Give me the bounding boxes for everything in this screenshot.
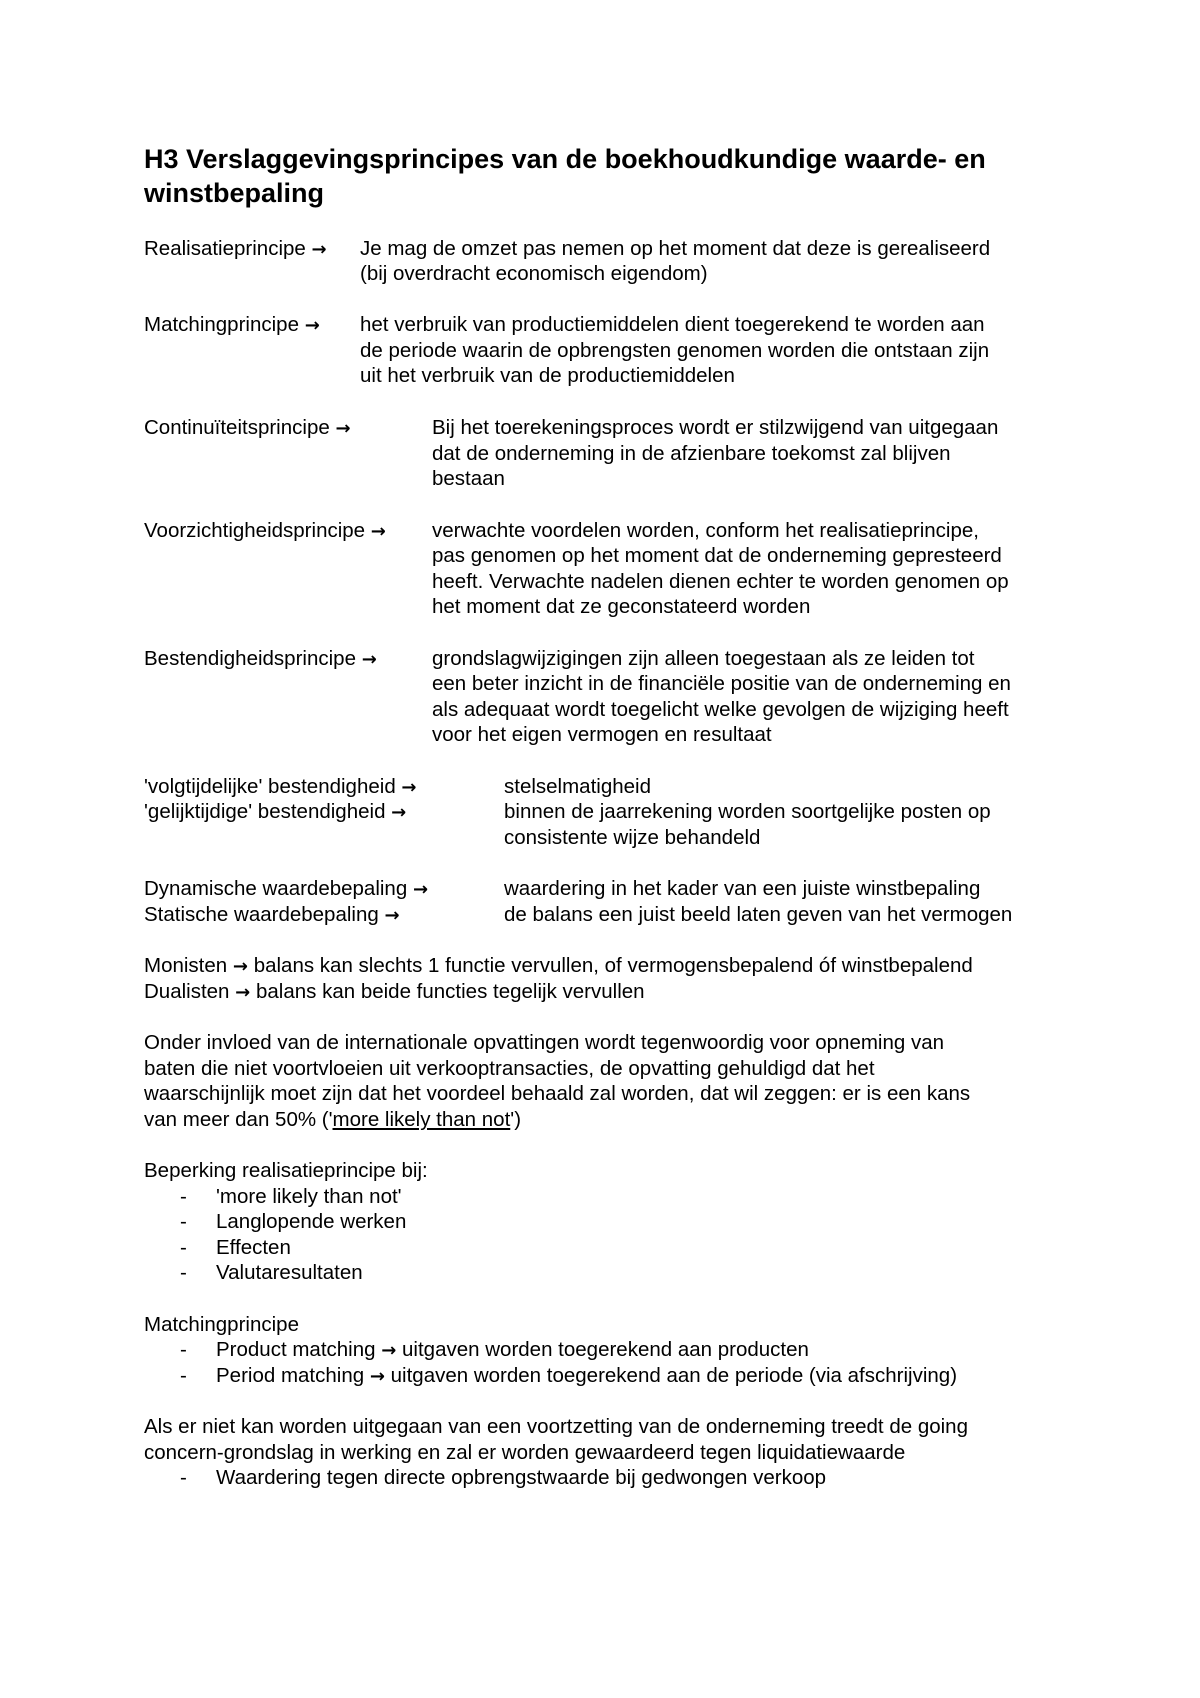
monisten-line: Monisten → balans kan slechts 1 functie vervullen, of vermogensbepalend óf winstbepalend	[144, 954, 973, 977]
list-item: Effecten	[216, 1236, 291, 1259]
principle-continuiteit-term: Continuïteitsprincipe →	[144, 416, 351, 439]
principle-realisatie-term: Realisatieprincipe →	[144, 237, 327, 260]
page-title: H3 Verslaggevingsprincipes van de boekhoudkundige waarde- en winstbepaling	[144, 144, 986, 208]
paragraph-line: Onder invloed van de internationale opvattingen wordt tegenwoordig voor opneming van	[144, 1031, 945, 1054]
principle-realisatie-line: (bij overdracht economisch eigendom)	[360, 262, 708, 285]
arrow-icon: →	[381, 1340, 397, 1361]
list-item: 'more likely than not'	[216, 1185, 402, 1208]
principle-bestendigheid-line: voor het eigen vermogen en resultaat	[432, 723, 772, 746]
list-dash: -	[180, 1338, 187, 1361]
principle-continuiteit-line: dat de onderneming in de afzienbare toekomst zal blijven	[432, 442, 951, 465]
bestendigheid-gelijktijdig-line: binnen de jaarrekening worden soortgelijke posten op	[504, 800, 991, 823]
bestendigheid-gelijktijdig-line: consistente wijze behandeld	[504, 826, 761, 849]
matching-heading: Matchingprincipe	[144, 1313, 299, 1336]
arrow-icon: →	[369, 1366, 385, 1387]
list-item: Langlopende werken	[216, 1210, 407, 1233]
bestendigheid-volgtijdelijk-term: 'volgtijdelijke' bestendigheid →	[144, 775, 417, 798]
going-concern-line: Als er niet kan worden uitgegaan van een voortzetting van de onderneming treedt de going	[144, 1415, 968, 1438]
arrow-icon: →	[304, 315, 320, 336]
list-item: Period matching → uitgaven worden toegerekend aan de periode (via afschrijving)	[216, 1364, 958, 1387]
list-dash: -	[180, 1210, 187, 1233]
arrow-icon: →	[311, 239, 327, 260]
dualisten-line: Dualisten → balans kan beide functies tegelijk vervullen	[144, 980, 645, 1003]
principle-voorzichtigheid-line: het moment dat ze geconstateerd worden	[432, 595, 811, 618]
list-dash: -	[180, 1364, 187, 1387]
paragraph-line: waarschijnlijk moet zijn dat het voordeel behaald zal worden, dat wil zeggen: er is een kans	[144, 1082, 971, 1105]
principle-voorzichtigheid-line: verwachte voordelen worden, conform het realisatieprincipe,	[432, 519, 979, 542]
principle-bestendigheid-line: grondslagwijzigingen zijn alleen toegestaan als ze leiden tot	[432, 647, 975, 670]
list-dash: -	[180, 1261, 187, 1284]
arrow-icon: →	[391, 802, 407, 823]
waardebepaling-dynamisch-line: waardering in het kader van een juiste winstbepaling	[504, 877, 981, 900]
principle-continuiteit-line: Bij het toerekeningsproces wordt er stilzwijgend van uitgegaan	[432, 416, 999, 439]
arrow-icon: →	[232, 956, 248, 977]
principle-voorzichtigheid-term: Voorzichtigheidsprincipe →	[144, 519, 386, 542]
underlined-phrase: more likely than not	[332, 1108, 511, 1131]
principle-realisatie-line: Je mag de omzet pas nemen op het moment dat deze is gerealiseerd	[360, 237, 991, 260]
going-concern-line: concern-grondslag in werking en zal er worden gewaardeerd tegen liquidatiewaarde	[144, 1441, 906, 1464]
paragraph-line: baten die niet voortvloeien uit verkooptransacties, de opvatting gehuldigd dat het	[144, 1057, 875, 1080]
principle-matching-line: de periode waarin de opbrengsten genomen worden die ontstaan zijn	[360, 339, 990, 362]
arrow-icon: →	[370, 521, 386, 542]
arrow-icon: →	[235, 982, 251, 1003]
principle-matching-line: het verbruik van productiemiddelen dient toegerekend te worden aan	[360, 313, 985, 336]
waardebepaling-statisch-line: de balans een juist beeld laten geven van het vermogen	[504, 903, 1013, 926]
principle-bestendigheid-line: een beter inzicht in de financiële positie van de onderneming en	[432, 672, 1011, 695]
principle-bestendigheid-term: Bestendigheidsprincipe →	[144, 647, 377, 670]
bestendigheid-gelijktijdig-term: 'gelijktijdige' bestendigheid →	[144, 800, 407, 823]
arrow-icon: →	[335, 418, 351, 439]
arrow-icon: →	[401, 777, 417, 798]
list-dash: -	[180, 1185, 187, 1208]
arrow-icon: →	[412, 879, 429, 900]
bestendigheid-volgtijdelijk-line: stelselmatigheid	[504, 775, 651, 798]
waardebepaling-dynamisch-term: Dynamische waardebepaling →	[144, 877, 429, 900]
principle-matching-term: Matchingprincipe →	[144, 313, 320, 336]
principle-bestendigheid-line: als adequaat wordt toegelicht welke gevolgen de wijziging heeft	[432, 698, 1009, 721]
arrow-icon: →	[361, 649, 377, 670]
waardebepaling-statisch-term: Statische waardebepaling →	[144, 903, 400, 926]
list-dash: -	[180, 1466, 187, 1489]
principle-voorzichtigheid-line: heeft. Verwachte nadelen dienen echter te worden genomen op	[432, 570, 1009, 593]
principle-voorzichtigheid-line: pas genomen op het moment dat de onderneming gepresteerd	[432, 544, 1002, 567]
list-item: Valutaresultaten	[216, 1261, 363, 1284]
paragraph-line: van meer dan 50% ('more likely than not')	[144, 1108, 522, 1131]
list-item: Product matching → uitgaven worden toegerekend aan producten	[216, 1338, 809, 1361]
arrow-icon: →	[384, 905, 400, 926]
principle-continuiteit-line: bestaan	[432, 467, 505, 490]
list-item: Waardering tegen directe opbrengstwaarde bij gedwongen verkoop	[216, 1466, 827, 1489]
principle-matching-line: uit het verbruik van de productiemiddelen	[360, 364, 735, 387]
list-dash: -	[180, 1236, 187, 1259]
beperking-heading: Beperking realisatieprincipe bij:	[144, 1159, 428, 1182]
